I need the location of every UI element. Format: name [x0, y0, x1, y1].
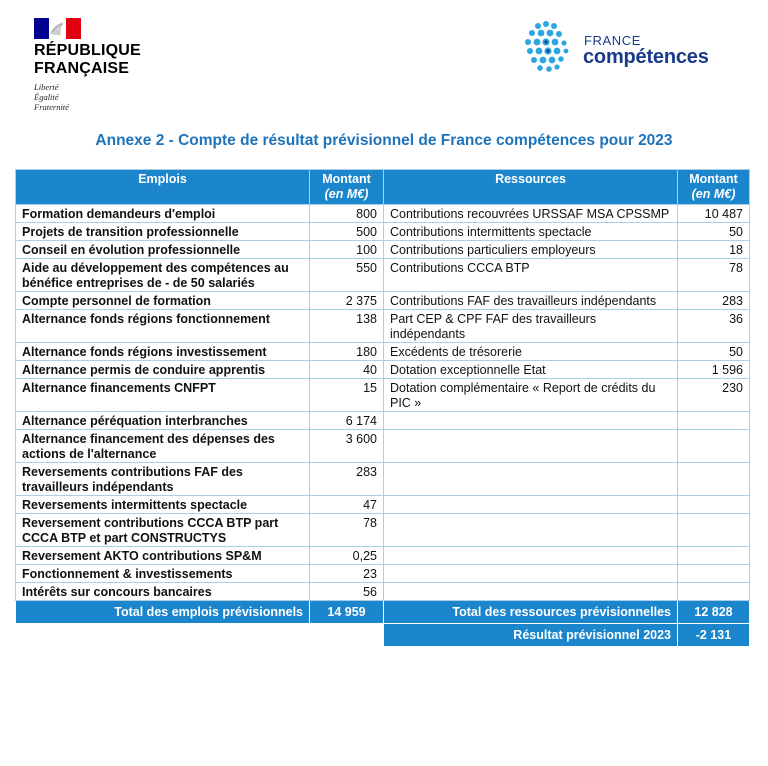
resultat-label: Résultat prévisionnel 2023 — [384, 624, 678, 647]
emploi-value: 100 — [310, 241, 384, 259]
ressource-label — [384, 463, 678, 496]
table-row — [16, 379, 750, 412]
ressource-label: Contributions FAF des travailleurs indépendants — [384, 292, 678, 310]
table-row — [16, 430, 750, 463]
emploi-label: Reversements intermittents spectacle — [16, 496, 310, 514]
emploi-value: 15 — [310, 379, 384, 412]
ressource-label: Part CEP & CPF FAF des travailleurs indépendants — [384, 310, 678, 343]
table-row — [16, 310, 750, 343]
ressource-label — [384, 565, 678, 583]
emploi-label: Alternance fonds régions investissement — [16, 343, 310, 361]
emploi-label: Formation demandeurs d'emploi — [16, 205, 310, 223]
ressource-label: Dotation complémentaire « Report de crédits du PIC » — [384, 379, 678, 412]
ressource-label — [384, 547, 678, 565]
result-spacer — [16, 624, 310, 647]
ressource-value — [678, 496, 750, 514]
header-montant-label: Montant — [322, 172, 371, 186]
fc-logo-top-text: FRANCE — [584, 33, 642, 48]
ressource-value — [678, 547, 750, 565]
table-row — [16, 343, 750, 361]
result-spacer — [310, 624, 384, 647]
ressource-value: 10 487 — [678, 205, 750, 223]
table-row — [16, 496, 750, 514]
emploi-label: Projets de transition professionnelle — [16, 223, 310, 241]
ressource-label: Dotation exceptionnelle Etat — [384, 361, 678, 379]
ressource-value: 78 — [678, 259, 750, 292]
rf-name-line2: FRANÇAISE — [34, 60, 130, 77]
motto-liberte: Liberté — [34, 82, 59, 92]
header-unit-label: (en M€) — [691, 187, 736, 201]
france-competences-logo — [524, 20, 734, 76]
emploi-label: Reversement contributions CCCA BTP part CCCA BTP et part CONSTRUCTYS — [16, 514, 310, 547]
table-row — [16, 514, 750, 547]
emploi-value: 6 174 — [310, 412, 384, 430]
total-ressources-label: Total des ressources prévisionnelles — [384, 601, 678, 624]
ressource-label: Contributions CCCA BTP — [384, 259, 678, 292]
emploi-value: 3 600 — [310, 430, 384, 463]
ressource-value: 50 — [678, 343, 750, 361]
emploi-label: Aide au développement des compétences au bénéfice entreprises de - de 50 salariés — [16, 259, 310, 292]
table-row — [16, 361, 750, 379]
document-title: Annexe 2 - Compte de résultat prévisionnel de France compétences pour 2023 — [95, 132, 673, 149]
ressource-label — [384, 583, 678, 601]
ressource-value: 283 — [678, 292, 750, 310]
table-row — [16, 583, 750, 601]
emploi-value: 23 — [310, 565, 384, 583]
header-unit-label: (en M€) — [324, 187, 369, 201]
ressource-label — [384, 514, 678, 547]
ressource-label — [384, 496, 678, 514]
emploi-label: Alternance péréquation interbranches — [16, 412, 310, 430]
table-row — [16, 292, 750, 310]
table-row — [16, 205, 750, 223]
result-row — [16, 624, 750, 647]
emploi-value: 550 — [310, 259, 384, 292]
ressource-value: 50 — [678, 223, 750, 241]
table-row — [16, 223, 750, 241]
table-row — [16, 547, 750, 565]
header-montant-label: Montant — [689, 172, 738, 186]
emploi-value: 138 — [310, 310, 384, 343]
emploi-value: 283 — [310, 463, 384, 496]
rf-name — [34, 42, 141, 78]
ressource-value — [678, 583, 750, 601]
ressource-label: Contributions intermittents spectacle — [384, 223, 678, 241]
emploi-value: 78 — [310, 514, 384, 547]
ressource-label: Contributions particuliers employeurs — [384, 241, 678, 259]
ressource-label — [384, 430, 678, 463]
marianne-flag-icon — [34, 18, 81, 39]
emploi-label: Reversements contributions FAF des travailleurs indépendants — [16, 463, 310, 496]
fc-logo-bottom-text: compétences — [583, 46, 709, 68]
rf-motto — [34, 82, 141, 112]
ressource-value: 18 — [678, 241, 750, 259]
ressource-value: 36 — [678, 310, 750, 343]
motto-egalite: Égalité — [34, 92, 59, 102]
emploi-label: Intérêts sur concours bancaires — [16, 583, 310, 601]
header-montant-ressources — [678, 170, 750, 205]
emploi-label: Fonctionnement & investissements — [16, 565, 310, 583]
emploi-label: Alternance financements CNFPT — [16, 379, 310, 412]
header-ressources: Ressources — [384, 170, 678, 205]
emploi-label: Conseil en évolution professionnelle — [16, 241, 310, 259]
emploi-label: Alternance fonds régions fonctionnement — [16, 310, 310, 343]
republique-francaise-logo — [34, 18, 141, 112]
ressource-value — [678, 430, 750, 463]
emploi-value: 500 — [310, 223, 384, 241]
table-row — [16, 463, 750, 496]
total-ressources-value: 12 828 — [678, 601, 750, 624]
emploi-label: Alternance permis de conduire apprentis — [16, 361, 310, 379]
table-row — [16, 241, 750, 259]
dots-logo-icon — [524, 20, 580, 76]
emploi-value: 2 375 — [310, 292, 384, 310]
ressource-value: 1 596 — [678, 361, 750, 379]
table-row — [16, 412, 750, 430]
table-row — [16, 259, 750, 292]
ressource-value — [678, 463, 750, 496]
total-emplois-value: 14 959 — [310, 601, 384, 624]
resultat-value: -2 131 — [678, 624, 750, 647]
ressource-label — [384, 412, 678, 430]
emploi-value: 180 — [310, 343, 384, 361]
ressource-label: Contributions recouvrées URSSAF MSA CPSSMP — [384, 205, 678, 223]
ressource-value — [678, 514, 750, 547]
total-emplois-label: Total des emplois prévisionnels — [16, 601, 310, 624]
emploi-value: 40 — [310, 361, 384, 379]
motto-fraternite: Fraternité — [34, 102, 69, 112]
budget-table — [15, 169, 750, 647]
emploi-value: 0,25 — [310, 547, 384, 565]
table-row — [16, 565, 750, 583]
header-montant-emplois — [310, 170, 384, 205]
emploi-value: 47 — [310, 496, 384, 514]
totals-row — [16, 601, 750, 624]
emploi-label: Alternance financement des dépenses des actions de l'alternance — [16, 430, 310, 463]
header-emplois: Emplois — [16, 170, 310, 205]
ressource-value — [678, 412, 750, 430]
emploi-label: Reversement AKTO contributions SP&M — [16, 547, 310, 565]
ressource-value — [678, 565, 750, 583]
table-header-row — [16, 170, 750, 205]
ressource-value: 230 — [678, 379, 750, 412]
ressource-label: Excédents de trésorerie — [384, 343, 678, 361]
emploi-label: Compte personnel de formation — [16, 292, 310, 310]
emploi-value: 56 — [310, 583, 384, 601]
emploi-value: 800 — [310, 205, 384, 223]
rf-name-line1: RÉPUBLIQUE — [34, 42, 141, 59]
